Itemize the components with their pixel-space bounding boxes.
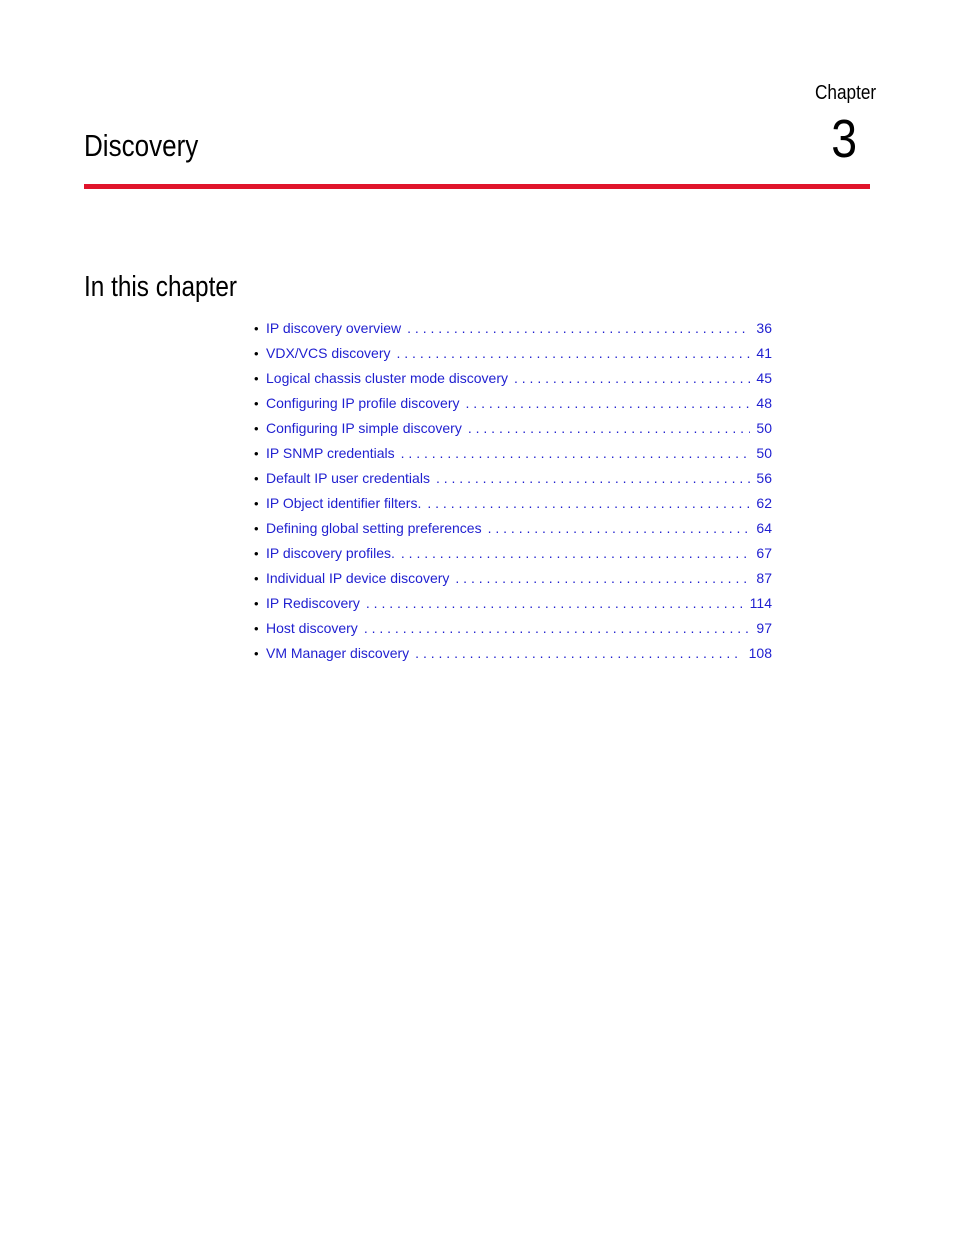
- bullet: •: [254, 396, 259, 411]
- toc-item[interactable]: [254, 520, 772, 545]
- chapter-title: Discovery: [84, 128, 199, 163]
- toc-page-number[interactable]: 64: [756, 520, 772, 536]
- dot-leader: [466, 395, 751, 411]
- toc-page-number[interactable]: 45: [756, 370, 772, 386]
- toc-link-text[interactable]: Host discovery: [266, 620, 358, 636]
- bullet: •: [254, 621, 259, 636]
- dot-leader: [514, 370, 750, 386]
- toc-page-number[interactable]: 67: [756, 545, 772, 561]
- bullet: •: [254, 496, 259, 511]
- bullet: •: [254, 596, 259, 611]
- toc-page-number[interactable]: 50: [756, 445, 772, 461]
- chapter-label: Chapter: [814, 82, 876, 104]
- toc-item[interactable]: [254, 445, 772, 470]
- toc-page-number[interactable]: 97: [756, 620, 772, 636]
- toc-page-number[interactable]: 48: [756, 395, 772, 411]
- toc-link-text[interactable]: IP Rediscovery: [266, 595, 360, 611]
- toc-link-text[interactable]: Defining global setting preferences: [266, 520, 482, 536]
- toc-item[interactable]: [254, 620, 772, 645]
- dot-leader: [366, 595, 744, 611]
- bullet: •: [254, 421, 259, 436]
- toc-item[interactable]: [254, 470, 772, 495]
- toc-item[interactable]: [254, 570, 772, 595]
- toc-item[interactable]: [254, 370, 772, 395]
- dot-leader: [427, 495, 750, 511]
- dot-leader: [488, 520, 751, 536]
- toc-item[interactable]: [254, 320, 772, 345]
- toc-page-number[interactable]: 114: [749, 595, 772, 611]
- bullet: •: [254, 346, 259, 361]
- toc-link-text[interactable]: IP discovery overview: [266, 320, 402, 336]
- toc-item[interactable]: [254, 345, 772, 370]
- toc-page-number[interactable]: 108: [748, 645, 772, 661]
- toc-item[interactable]: [254, 545, 772, 570]
- bullet: •: [254, 521, 259, 536]
- toc-item[interactable]: [254, 645, 772, 670]
- toc-link-text[interactable]: IP discovery profiles.: [266, 545, 395, 561]
- toc-page-number[interactable]: 56: [756, 470, 772, 486]
- dot-leader: [401, 445, 751, 461]
- bullet: •: [254, 321, 259, 336]
- toc-page-number[interactable]: 50: [756, 420, 772, 436]
- toc-item[interactable]: [254, 595, 772, 620]
- toc-item[interactable]: [254, 395, 772, 420]
- chapter-number: 3: [831, 109, 857, 169]
- toc-link-text[interactable]: Default IP user credentials: [266, 470, 430, 486]
- section-title: In this chapter: [84, 271, 238, 303]
- bullet: •: [254, 571, 259, 586]
- table-of-contents: [254, 320, 772, 670]
- dot-leader: [364, 620, 751, 636]
- dot-leader: [436, 470, 750, 486]
- toc-link-text[interactable]: Logical chassis cluster mode discovery: [266, 370, 508, 386]
- bullet: •: [254, 646, 259, 661]
- dot-leader: [396, 345, 750, 361]
- dot-leader: [401, 545, 751, 561]
- toc-page-number[interactable]: 41: [756, 345, 772, 361]
- toc-link-text[interactable]: IP Object identifier filters.: [266, 495, 422, 511]
- toc-item[interactable]: [254, 420, 772, 445]
- toc-link-text[interactable]: Individual IP device discovery: [266, 570, 450, 586]
- bullet: •: [254, 446, 259, 461]
- toc-link-text[interactable]: Configuring IP profile discovery: [266, 395, 460, 411]
- toc-page-number[interactable]: 62: [756, 495, 772, 511]
- toc-link-text[interactable]: VDX/VCS discovery: [266, 345, 391, 361]
- toc-item[interactable]: [254, 495, 772, 520]
- dot-leader: [415, 645, 742, 661]
- toc-link-text[interactable]: IP SNMP credentials: [266, 445, 395, 461]
- chapter-divider-rule: [84, 184, 870, 189]
- dot-leader: [468, 420, 751, 436]
- dot-leader: [407, 320, 750, 336]
- bullet: •: [254, 471, 259, 486]
- toc-link-text[interactable]: Configuring IP simple discovery: [266, 420, 462, 436]
- bullet: •: [254, 371, 259, 386]
- dot-leader: [455, 570, 750, 586]
- toc-page-number[interactable]: 87: [756, 570, 772, 586]
- toc-link-text[interactable]: VM Manager discovery: [266, 645, 410, 661]
- bullet: •: [254, 546, 259, 561]
- toc-page-number[interactable]: 36: [756, 320, 772, 336]
